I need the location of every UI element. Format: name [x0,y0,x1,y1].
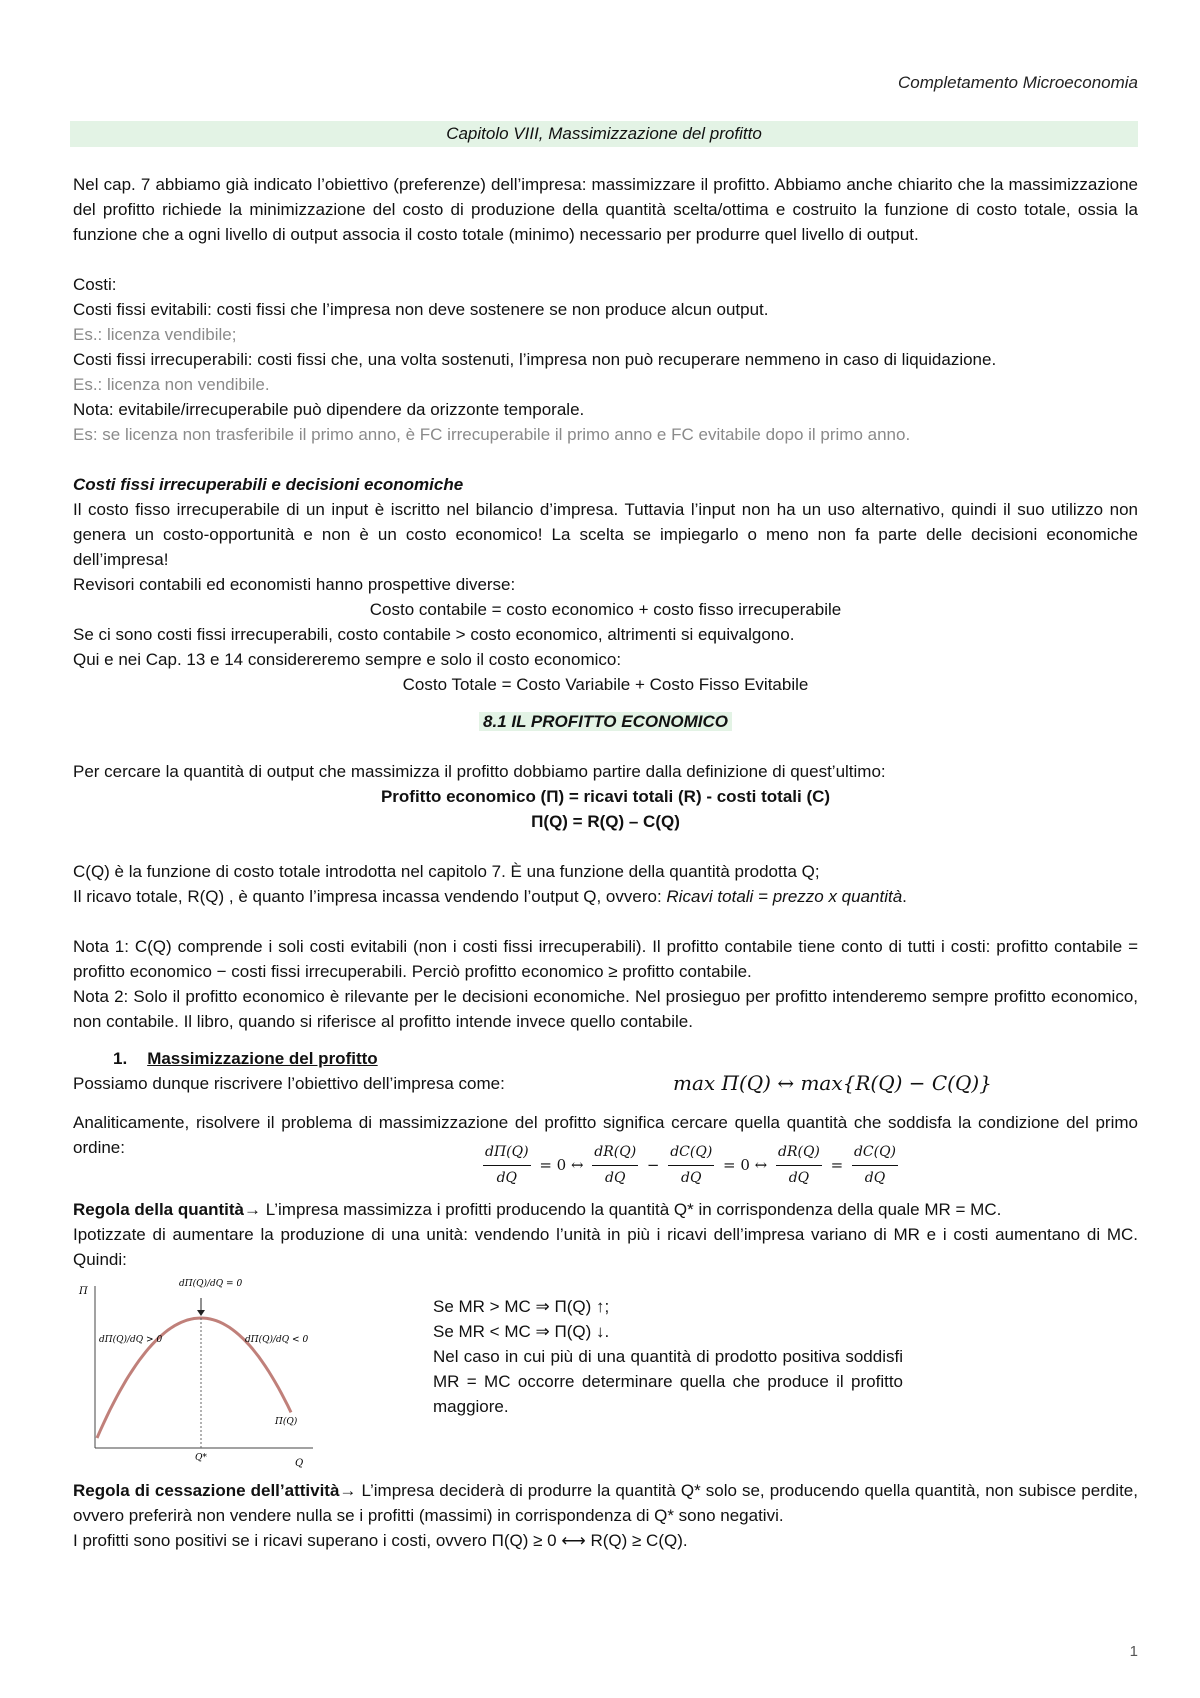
figure-text [433,1294,903,1476]
revenue-paragraph: Il ricavo totale, R(Q) , è quanto l’impresa incassa vendendo l’output Q, ovvero: Ricavi totali = prezzo x quantità. [73,887,907,906]
objective-intro: Possiamo dunque riscrivere l’obiettivo dell’impresa come: [73,1074,505,1093]
nota-1: Nota 1: C(Q) comprende i soli costi evitabili (non i costi fissi irrecuperabili). Il profitto contabile tiene conto di tutti i costi: profitto contabile = profitto economico − costi fissi irrecuperabili. Perciò profitto economico ≥ profitto contabile. [73,937,1138,981]
decisioni-paragraph: Il costo fisso irrecuperabile di un input è iscritto nel bilancio d’impresa. Tuttavia l’input non ha un uso alternativo, quindi il suo utilizzo non genera un costo-opportunità e non è un costo economico! La scelta se impiegarlo o meno non fa parte delle decisioni economiche dell’impresa! [73,500,1138,569]
cost-function-paragraph: C(Q) è la funzione di costo totale introdotta nel capitolo 7. È una funzione della quantità prodotta Q; [73,862,820,881]
profit-curve-chart [73,1276,373,1476]
figure-row [73,1276,1138,1476]
rule-mr-less: Se MR < MC ⇒ Π(Q) ↓. [433,1322,610,1341]
x-axis-label: Q [295,1458,304,1469]
foc-paragraph: Analiticamente, risolvere il problema di massimizzazione del profitto significa cercare quella quantità che soddisfa la condizione del primo ordine: [73,1113,1138,1157]
document-body [73,172,1138,1553]
rule-mr-greater: Se MR > MC ⇒ Π(Q) ↑; [433,1297,610,1316]
equation-costo-totale: Costo Totale = Costo Variabile + Costo Fisso Evitabile [402,675,809,694]
page-number: 1 [1129,1643,1138,1660]
regola-quantita: Regola della quantità→ L’impresa massimizza i profitti producendo la quantità Q* in corrispondenza della quale MR = MC. [73,1200,1002,1219]
profit-definition: Profitto economico (Π) = ricavi totali (R) - costi totali (C) [380,787,831,806]
foc-formula: $\frac{d\Pi(Q)}{dQ}$ = 0 ↔ $\frac{dR(Q)}{dQ}$ − $\frac{dC(Q)}{dQ}$ = 0 ↔ $\frac{dR(Q)}{dQ}$ = $\frac{dC(Q)}{dQ}$ [483,1140,1138,1191]
revisori-paragraph: Revisori contabili ed economisti hanno prospettive diverse: [73,575,516,594]
capitoli-paragraph: Qui e nei Cap. 13 e 14 considereremo sempre e solo il costo economico: [73,650,622,669]
costi-paragraph: Se ci sono costi fissi irrecuperabili, costo contabile > costo economico, altrimenti si equivalgono. [73,625,795,644]
annotation-max: dΠ(Q)/dQ = 0 [179,1279,243,1289]
running-header: Completamento Microeconomia [898,73,1138,92]
decisioni-heading: Costi fissi irrecuperabili e decisioni economiche [73,475,464,494]
q-star-label: Q* [195,1453,207,1463]
profit-formula: Π(Q) = R(Q) – C(Q) [531,812,680,831]
costi-fissi-evitabili: Costi fissi evitabili: costi fissi che l’impresa non deve sostenere se non produce alcun output. [73,300,769,319]
y-axis-label: Π [79,1286,88,1297]
rule-multiple: Nel caso in cui più di una quantità di prodotto positiva soddisfi MR = MC occorre determinare quella che produce il profitto maggiore. [433,1347,903,1416]
intro-paragraph: Nel cap. 7 abbiamo già indicato l’obiettivo (preferenze) dell’impresa: massimizzare il profitto. Abbiamo anche chiarito che la massimizzazione del profitto richiede la minimizzazione del costo di produzione della quantità scelta/ottima e costruito la funzione di costo totale, ossia la funzione che a ogni livello di output associa il costo totale (minimo) necessario per produrre quel livello di output. [73,175,1138,244]
arrow-head [197,1310,205,1316]
nota-orizzonte: Nota: evitabile/irrecuperabile può dipendere da orizzonte temporale. [73,400,585,419]
mr-mc-paragraph: Ipotizzate di aumentare la produzione di una unità: vendendo l’unità in più i ricavi dell’impresa variano di MR e i costi aumentano di MC. Quindi: [73,1225,1138,1269]
costi-fissi-irrecuperabili: Costi fissi irrecuperabili: costi fissi che, una volta sostenuti, l’impresa non può recuperare nemmeno in caso di liquidazione. [73,350,997,369]
annotation-negative: dΠ(Q)/dQ < 0 [245,1335,309,1345]
annotation-positive: dΠ(Q)/dQ > 0 [99,1335,163,1345]
regola-cessazione: Regola di cessazione dell’attività→ L’impresa deciderà di produrre la quantità Q* solo se, producendo quella quantità, non subisce perdite, ovvero preferirà non vendere nulla se i profitti (massimi) in corrispondenza di Q* sono negativi. [73,1481,1138,1525]
subsection-heading: 1. Massimizzazione del profitto [113,1049,378,1068]
equation-costo-contabile: Costo contabile = costo economico + costo fisso irrecuperabile [369,600,842,619]
objective-row [73,1071,1138,1096]
definition-intro: Per cercare la quantità di output che massimizza il profitto dobbiamo partire dalla definizione di quest’ultimo: [73,762,886,781]
costi-label: Costi: [73,275,117,294]
chapter-title: Capitolo VIII, Massimizzazione del profitto [70,121,1138,147]
nota-2: Nota 2: Solo il profitto economico è rilevante per le decisioni economiche. Nel prosieguo per profitto intenderemo sempre profitto economico, non contabile. Il libro, quando si riferisce al profitto intende invece quello contabile. [73,987,1138,1031]
objective-formula: max Π(Q) ↔ max{R(Q) − C(Q)} [673,1071,992,1095]
example-1: Es.: licenza vendibile; [73,325,237,344]
profit-positive-paragraph: I profitti sono positivi se i ricavi superano i costi, ovvero Π(Q) ≥ 0 ⟷ R(Q) ≥ C(Q). [73,1531,688,1550]
example-2: Es.: licenza non vendibile. [73,375,270,394]
series-label: Π(Q) [275,1417,298,1427]
example-3: Es: se licenza non trasferibile il primo anno, è FC irrecuperabile il primo anno e FC evitabile dopo il primo anno. [73,425,911,444]
section-heading-8-1: 8.1 IL PROFITTO ECONOMICO [479,712,732,731]
